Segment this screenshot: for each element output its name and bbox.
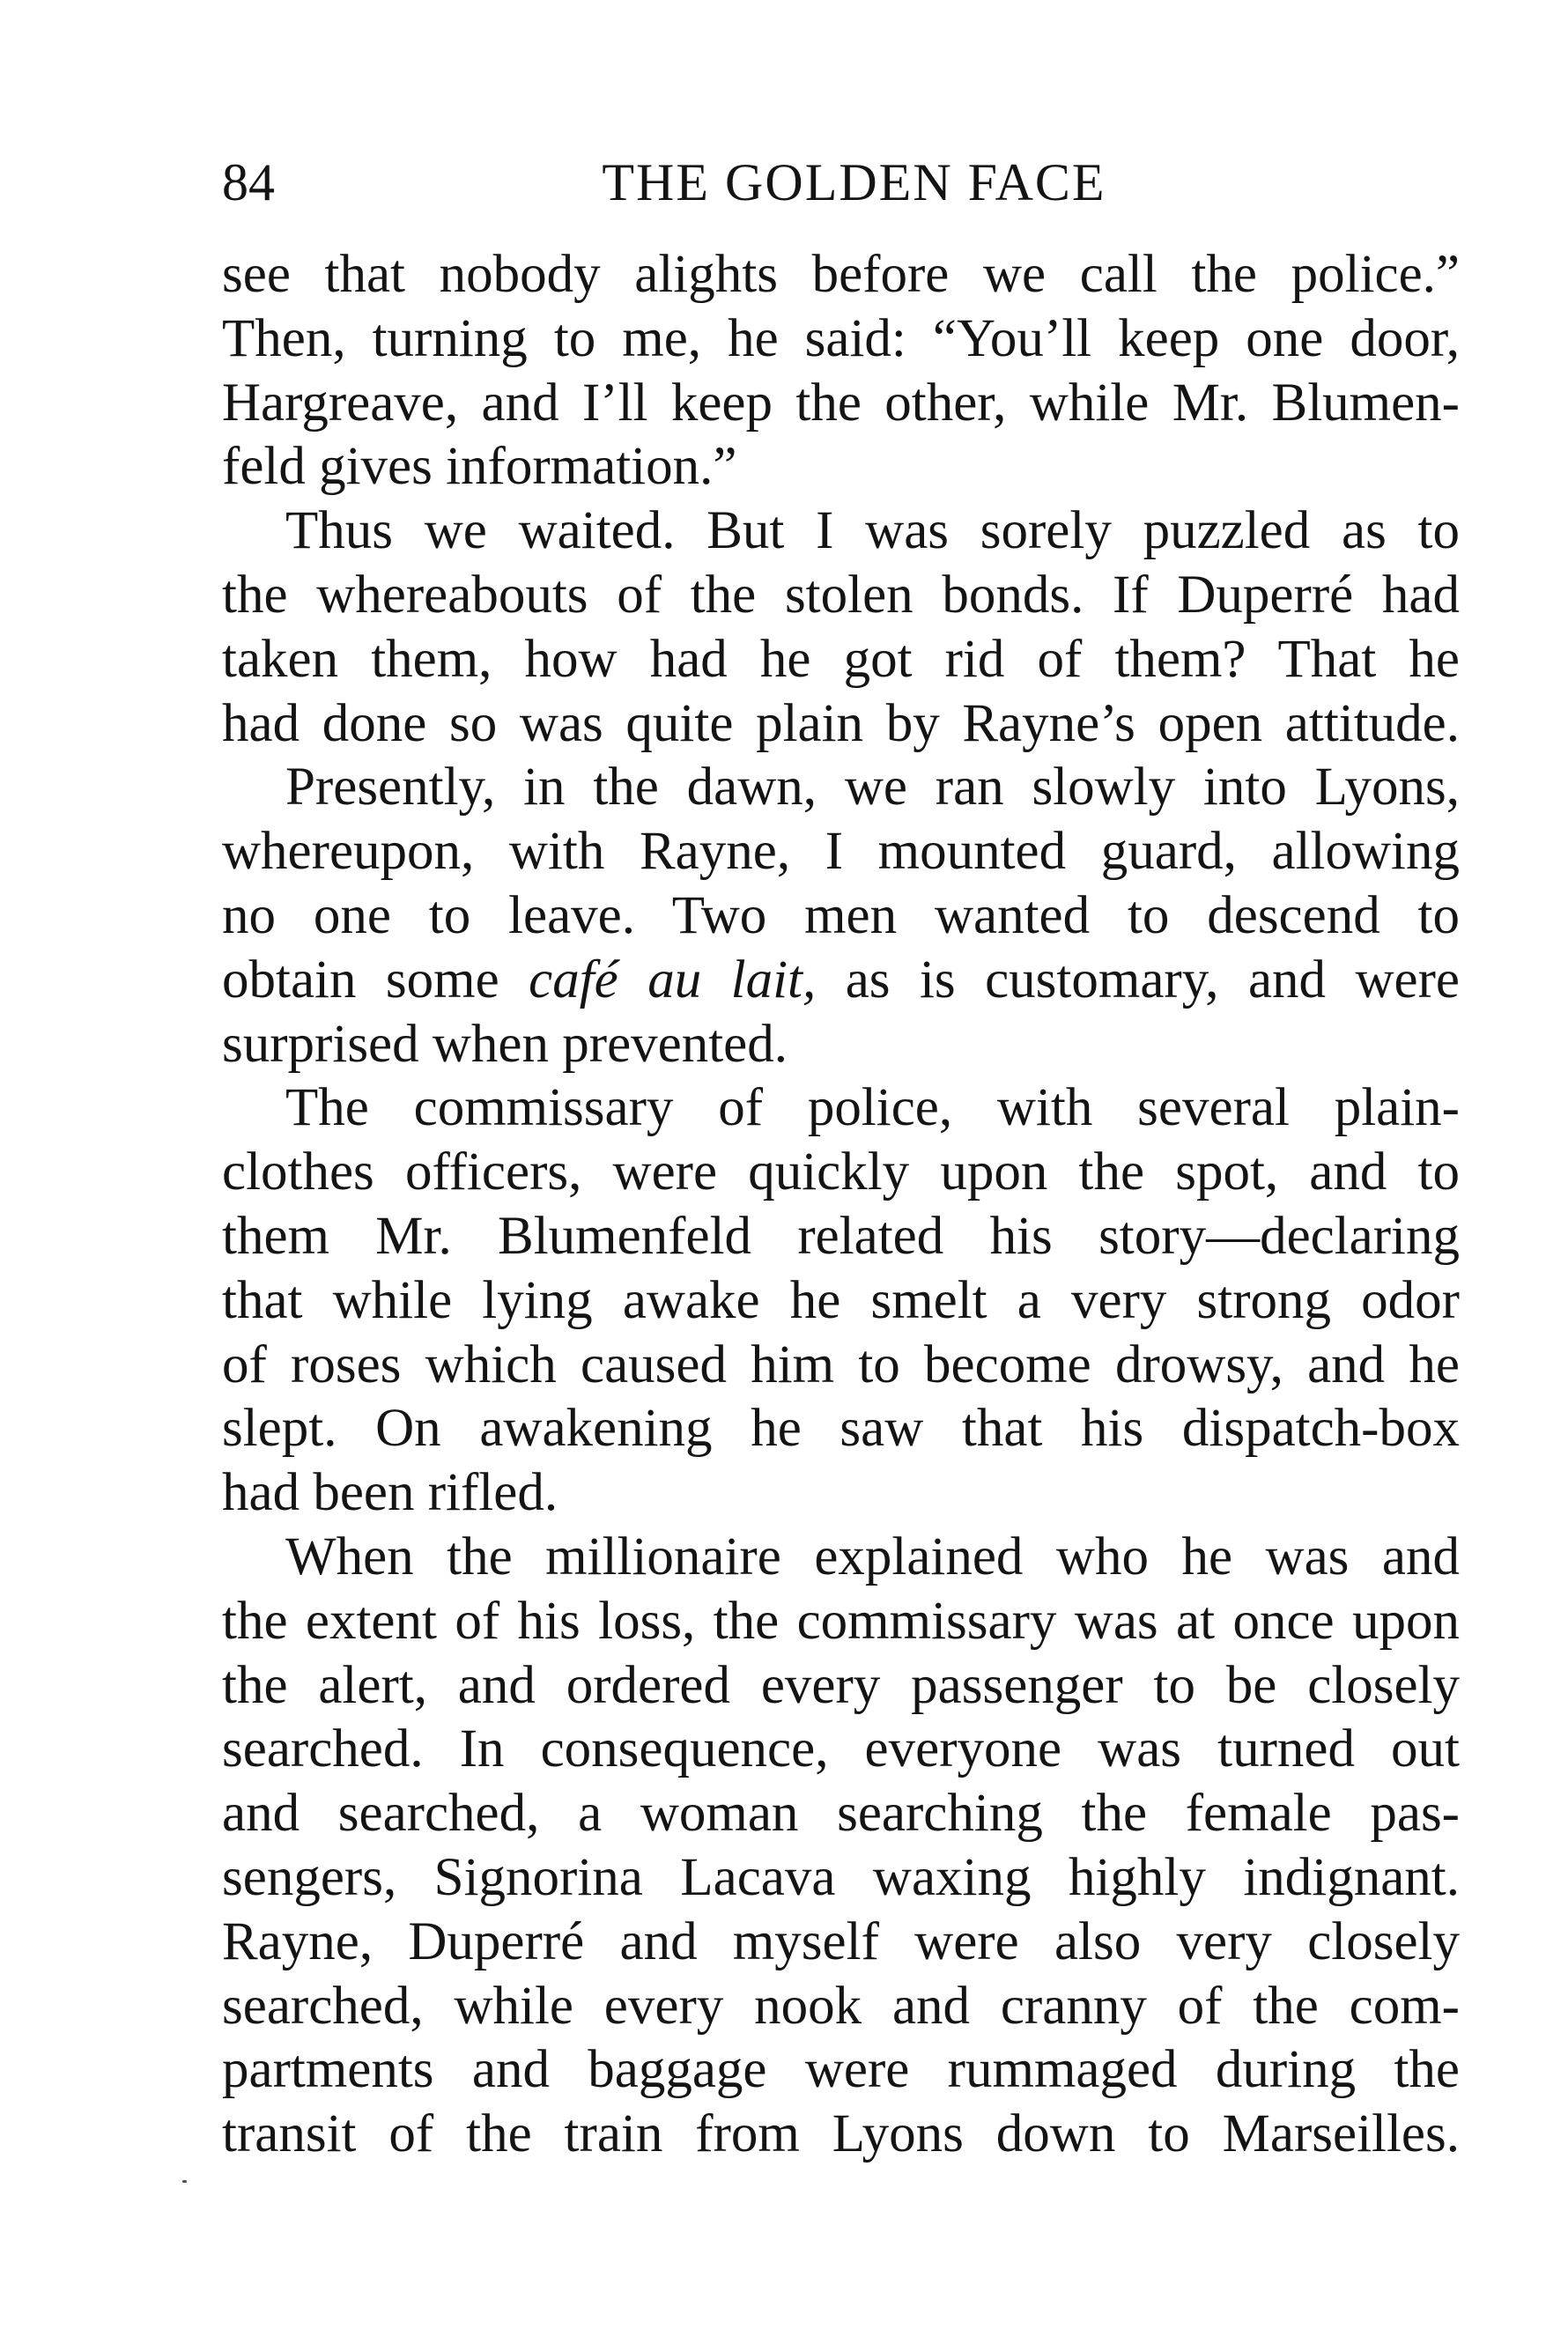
text-line: had done so was quite plain by Rayne’s open attitude. [222, 693, 1460, 753]
paragraph-first-line: Presently, in the dawn, we ran slowly into Lyons, [285, 758, 1460, 817]
text-line: the extent of his loss, the commissary was at once upon [222, 1591, 1460, 1651]
text-line: surprised when prevented. [222, 1014, 788, 1074]
italic-phrase: café au lait, [529, 950, 817, 1009]
text-line: searched, while every nook and cranny of the com- [222, 1976, 1460, 2036]
text-line: that while lying awake he smelt a very strong odor [222, 1270, 1460, 1330]
text-line: searched. In consequence, everyone was turned out [222, 1719, 1460, 1779]
page-number: 84 [222, 153, 275, 211]
text-line: transit of the train from Lyons down to Marseilles. [222, 2104, 1460, 2164]
text-line: them Mr. Blumenfeld related his story—declaring [222, 1206, 1460, 1266]
margin-mark [182, 2180, 187, 2183]
text-line-with-italic [222, 949, 1460, 1013]
text-line: slept. On awakening he saw that his dispatch-box [222, 1399, 1460, 1459]
text-run: as is customary, and were [816, 950, 1460, 1009]
text-run: obtain some [222, 950, 529, 1009]
text-line: had been rifled. [222, 1463, 558, 1523]
text-line: the alert, and ordered every passenger to be closely [222, 1655, 1460, 1715]
text-line: see that nobody alights before we call the police.” [222, 245, 1460, 304]
text-line: partments and baggage were rummaged during the [222, 2040, 1460, 2100]
text-line: the whereabouts of the stolen bonds. If Duperré had [222, 565, 1460, 625]
text-line: Then, turning to me, he said: “You’ll keep one door, [222, 308, 1460, 368]
text-line: sengers, Signorina Lacava waxing highly indignant. [222, 1847, 1460, 1907]
paragraph-first-line: When the millionaire explained who he was and [285, 1527, 1460, 1586]
paragraph-first-line: The commissary of police, with several plain- [285, 1078, 1460, 1138]
text-line: feld gives information.” [222, 437, 737, 497]
text-line: no one to leave. Two men wanted to descend to [222, 885, 1460, 945]
page-header [222, 152, 1460, 213]
paragraph-first-line: Thus we waited. But I was sorely puzzled as to [285, 501, 1460, 561]
text-line: Hargreave, and I’ll keep the other, while Mr. Blumen- [222, 373, 1460, 433]
text-line: of roses which caused him to become drowsy, and he [222, 1335, 1460, 1394]
text-line: taken them, how had he got rid of them? That he [222, 629, 1460, 689]
text-line: Rayne, Duperré and myself were also very closely [222, 1911, 1460, 1971]
running-title: THE GOLDEN FACE [602, 153, 1106, 211]
body-text [222, 243, 1460, 2167]
text-line: whereupon, with Rayne, I mounted guard, allowing [222, 822, 1460, 882]
text-line: and searched, a woman searching the female pas- [222, 1784, 1460, 1844]
text-line: clothes officers, were quickly upon the spot, and to [222, 1142, 1460, 1202]
